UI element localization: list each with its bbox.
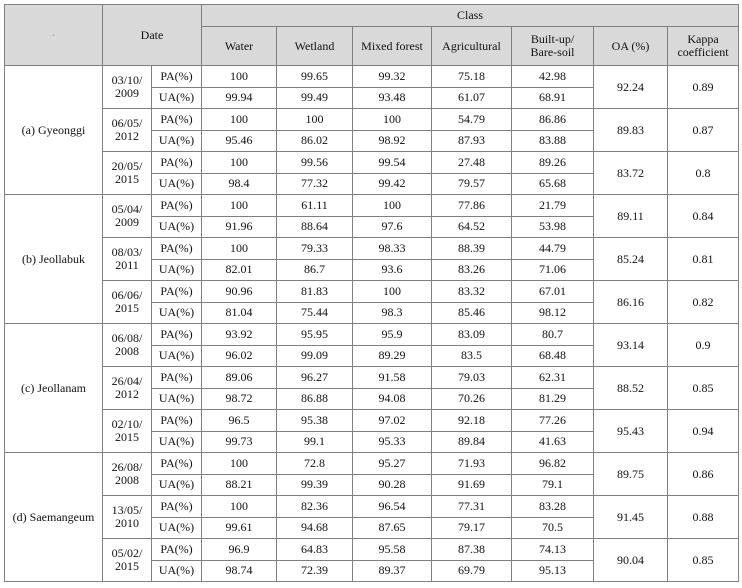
accuracy-table: [4, 4, 739, 582]
ua-agricultural-value: 89.84: [432, 431, 512, 453]
oa-value: 86.16: [594, 281, 668, 324]
pa-water-value: 100: [202, 238, 277, 260]
region-gyeonggi: (a) Gyeonggi: [5, 66, 103, 195]
pa-wetland-value: 95.38: [277, 410, 353, 432]
header-water: Water: [202, 27, 277, 66]
pa-built-up-value: 77.26: [512, 410, 594, 432]
table-row: [5, 281, 739, 303]
ua-wetland-value: 86.02: [277, 130, 353, 152]
ua-agricultural-value: 61.07: [432, 87, 512, 109]
ua-wetland-value: 99.39: [277, 474, 353, 496]
pa-built-up-value: 89.26: [512, 152, 594, 174]
pa-mixed-forest-value: 97.02: [353, 410, 432, 432]
ua-label: UA(%): [152, 259, 202, 281]
pa-built-up-value: 21.79: [512, 195, 594, 217]
pa-agricultural-value: 83.09: [432, 324, 512, 346]
ua-label: UA(%): [152, 173, 202, 195]
ua-mixed-forest-value: 90.28: [353, 474, 432, 496]
ua-mixed-forest-value: 94.08: [353, 388, 432, 410]
ua-built-up-value: 98.12: [512, 302, 594, 324]
ua-built-up-value: 71.06: [512, 259, 594, 281]
region-saemangeum: (d) Saemangeum: [5, 453, 103, 582]
table-row: [5, 410, 739, 432]
ua-agricultural-value: 83.26: [432, 259, 512, 281]
pa-built-up-value: 62.31: [512, 367, 594, 389]
table-row: [5, 496, 739, 518]
pa-built-up-value: 74.13: [512, 539, 594, 561]
pa-agricultural-value: 88.39: [432, 238, 512, 260]
pa-wetland-value: 100: [277, 109, 353, 131]
header-row-class: [5, 5, 739, 27]
header-wetland: Wetland: [277, 27, 353, 66]
date-cell: 05/04/ 2009: [103, 195, 152, 238]
date-cell: 26/08/ 2008: [103, 453, 152, 496]
ua-wetland-value: 99.1: [277, 431, 353, 453]
pa-wetland-value: 72.8: [277, 453, 353, 475]
ua-mixed-forest-value: 97.6: [353, 216, 432, 238]
region-jeollanam: (c) Jeollanam: [5, 324, 103, 453]
pa-built-up-value: 86.86: [512, 109, 594, 131]
header-agricultural: Agricultural: [432, 27, 512, 66]
oa-value: 89.75: [594, 453, 668, 496]
table-row: [5, 152, 739, 174]
date-cell: 20/05/ 2015: [103, 152, 152, 195]
ua-label: UA(%): [152, 130, 202, 152]
table-row: [5, 324, 739, 346]
date-cell: 08/03/ 2011: [103, 238, 152, 281]
pa-agricultural-value: 77.86: [432, 195, 512, 217]
pa-water-value: 89.06: [202, 367, 277, 389]
pa-mixed-forest-value: 100: [353, 281, 432, 303]
kappa-value: 0.94: [668, 410, 739, 453]
pa-mixed-forest-value: 99.32: [353, 66, 432, 88]
pa-water-value: 100: [202, 152, 277, 174]
pa-built-up-value: 44.79: [512, 238, 594, 260]
pa-label: PA(%): [152, 109, 202, 131]
ua-mixed-forest-value: 99.42: [353, 173, 432, 195]
pa-wetland-value: 79.33: [277, 238, 353, 260]
date-cell: 26/04/ 2012: [103, 367, 152, 410]
oa-value: 83.72: [594, 152, 668, 195]
pa-mixed-forest-value: 95.58: [353, 539, 432, 561]
header-oa: OA (%): [594, 27, 668, 66]
pa-mixed-forest-value: 100: [353, 109, 432, 131]
ua-wetland-value: 75.44: [277, 302, 353, 324]
ua-agricultural-value: 69.79: [432, 560, 512, 582]
oa-value: 90.04: [594, 539, 668, 582]
table-row: [5, 109, 739, 131]
pa-label: PA(%): [152, 238, 202, 260]
pa-built-up-value: 42.98: [512, 66, 594, 88]
date-cell: 13/05/ 2010: [103, 496, 152, 539]
pa-wetland-value: 82.36: [277, 496, 353, 518]
ua-water-value: 99.73: [202, 431, 277, 453]
pa-wetland-value: 96.27: [277, 367, 353, 389]
ua-label: UA(%): [152, 388, 202, 410]
pa-mixed-forest-value: 91.58: [353, 367, 432, 389]
kappa-value: 0.8: [668, 152, 739, 195]
pa-built-up-value: 83.28: [512, 496, 594, 518]
pa-label: PA(%): [152, 539, 202, 561]
pa-wetland-value: 81.83: [277, 281, 353, 303]
pa-mixed-forest-value: 99.54: [353, 152, 432, 174]
pa-water-value: 93.92: [202, 324, 277, 346]
pa-wetland-value: 99.56: [277, 152, 353, 174]
oa-value: 85.24: [594, 238, 668, 281]
pa-agricultural-value: 54.79: [432, 109, 512, 131]
ua-label: UA(%): [152, 560, 202, 582]
pa-water-value: 100: [202, 109, 277, 131]
oa-value: 88.52: [594, 367, 668, 410]
ua-mixed-forest-value: 93.48: [353, 87, 432, 109]
ua-mixed-forest-value: 98.92: [353, 130, 432, 152]
kappa-value: 0.85: [668, 539, 739, 582]
kappa-value: 0.85: [668, 367, 739, 410]
pa-built-up-value: 67.01: [512, 281, 594, 303]
ua-water-value: 98.72: [202, 388, 277, 410]
ua-built-up-value: 81.29: [512, 388, 594, 410]
pa-built-up-value: 80.7: [512, 324, 594, 346]
ua-wetland-value: 99.09: [277, 345, 353, 367]
pa-label: PA(%): [152, 496, 202, 518]
ua-label: UA(%): [152, 474, 202, 496]
pa-label: PA(%): [152, 410, 202, 432]
pa-label: PA(%): [152, 152, 202, 174]
table-row: [5, 66, 739, 88]
ua-agricultural-value: 79.17: [432, 517, 512, 539]
ua-built-up-value: 95.13: [512, 560, 594, 582]
pa-water-value: 100: [202, 66, 277, 88]
ua-label: UA(%): [152, 517, 202, 539]
pa-agricultural-value: 77.31: [432, 496, 512, 518]
ua-water-value: 81.04: [202, 302, 277, 324]
pa-mixed-forest-value: 95.9: [353, 324, 432, 346]
ua-built-up-value: 41.63: [512, 431, 594, 453]
pa-built-up-value: 96.82: [512, 453, 594, 475]
oa-value: 91.45: [594, 496, 668, 539]
header-class: Class: [202, 5, 739, 27]
pa-label: PA(%): [152, 195, 202, 217]
pa-label: PA(%): [152, 66, 202, 88]
table-row: [5, 195, 739, 217]
ua-label: UA(%): [152, 302, 202, 324]
header-corner: ·: [5, 5, 103, 66]
date-cell: 06/08/ 2008: [103, 324, 152, 367]
ua-water-value: 99.61: [202, 517, 277, 539]
kappa-value: 0.82: [668, 281, 739, 324]
ua-wetland-value: 86.7: [277, 259, 353, 281]
ua-water-value: 91.96: [202, 216, 277, 238]
date-cell: 02/10/ 2015: [103, 410, 152, 453]
date-cell: 05/02/ 2015: [103, 539, 152, 582]
ua-agricultural-value: 87.93: [432, 130, 512, 152]
kappa-value: 0.86: [668, 453, 739, 496]
header-built-up: Built-up/ Bare-soil: [512, 27, 594, 66]
ua-built-up-value: 68.91: [512, 87, 594, 109]
kappa-value: 0.89: [668, 66, 739, 109]
pa-agricultural-value: 83.32: [432, 281, 512, 303]
ua-wetland-value: 88.64: [277, 216, 353, 238]
pa-label: PA(%): [152, 453, 202, 475]
ua-mixed-forest-value: 89.29: [353, 345, 432, 367]
pa-mixed-forest-value: 95.27: [353, 453, 432, 475]
ua-agricultural-value: 70.26: [432, 388, 512, 410]
ua-wetland-value: 94.68: [277, 517, 353, 539]
ua-agricultural-value: 85.46: [432, 302, 512, 324]
pa-agricultural-value: 87.38: [432, 539, 512, 561]
pa-water-value: 96.9: [202, 539, 277, 561]
pa-agricultural-value: 79.03: [432, 367, 512, 389]
ua-mixed-forest-value: 89.37: [353, 560, 432, 582]
table-row: [5, 367, 739, 389]
pa-wetland-value: 99.65: [277, 66, 353, 88]
ua-mixed-forest-value: 98.3: [353, 302, 432, 324]
region-jeollabuk: (b) Jeollabuk: [5, 195, 103, 324]
ua-wetland-value: 86.88: [277, 388, 353, 410]
pa-agricultural-value: 71.93: [432, 453, 512, 475]
date-cell: 03/10/ 2009: [103, 66, 152, 109]
ua-mixed-forest-value: 87.65: [353, 517, 432, 539]
ua-built-up-value: 68.48: [512, 345, 594, 367]
ua-label: UA(%): [152, 87, 202, 109]
ua-agricultural-value: 64.52: [432, 216, 512, 238]
ua-built-up-value: 79.1: [512, 474, 594, 496]
pa-agricultural-value: 27.48: [432, 152, 512, 174]
pa-wetland-value: 64.83: [277, 539, 353, 561]
table-row: [5, 453, 739, 475]
pa-wetland-value: 61.11: [277, 195, 353, 217]
kappa-value: 0.87: [668, 109, 739, 152]
table-body: [5, 66, 739, 582]
oa-value: 89.11: [594, 195, 668, 238]
pa-label: PA(%): [152, 281, 202, 303]
ua-agricultural-value: 83.5: [432, 345, 512, 367]
ua-water-value: 98.74: [202, 560, 277, 582]
ua-water-value: 99.94: [202, 87, 277, 109]
kappa-value: 0.84: [668, 195, 739, 238]
header-date: Date: [103, 5, 202, 66]
oa-value: 89.83: [594, 109, 668, 152]
ua-water-value: 95.46: [202, 130, 277, 152]
ua-wetland-value: 72.39: [277, 560, 353, 582]
kappa-value: 0.81: [668, 238, 739, 281]
ua-built-up-value: 65.68: [512, 173, 594, 195]
pa-water-value: 100: [202, 496, 277, 518]
ua-water-value: 96.02: [202, 345, 277, 367]
header-mixed-forest: Mixed forest: [353, 27, 432, 66]
ua-agricultural-value: 91.69: [432, 474, 512, 496]
ua-label: UA(%): [152, 216, 202, 238]
ua-built-up-value: 83.88: [512, 130, 594, 152]
pa-mixed-forest-value: 96.54: [353, 496, 432, 518]
date-cell: 06/05/ 2012: [103, 109, 152, 152]
header-kappa: Kappa coefficient: [668, 27, 739, 66]
pa-water-value: 96.5: [202, 410, 277, 432]
pa-label: PA(%): [152, 324, 202, 346]
ua-wetland-value: 77.32: [277, 173, 353, 195]
ua-water-value: 82.01: [202, 259, 277, 281]
table-row: [5, 539, 739, 561]
pa-mixed-forest-value: 100: [353, 195, 432, 217]
pa-water-value: 90.96: [202, 281, 277, 303]
pa-mixed-forest-value: 98.33: [353, 238, 432, 260]
ua-mixed-forest-value: 93.6: [353, 259, 432, 281]
pa-water-value: 100: [202, 195, 277, 217]
ua-wetland-value: 99.49: [277, 87, 353, 109]
pa-water-value: 100: [202, 453, 277, 475]
pa-agricultural-value: 75.18: [432, 66, 512, 88]
oa-value: 93.14: [594, 324, 668, 367]
date-cell: 06/06/ 2015: [103, 281, 152, 324]
table-row: [5, 238, 739, 260]
pa-agricultural-value: 92.18: [432, 410, 512, 432]
ua-label: UA(%): [152, 345, 202, 367]
ua-water-value: 98.4: [202, 173, 277, 195]
ua-agricultural-value: 79.57: [432, 173, 512, 195]
ua-built-up-value: 70.5: [512, 517, 594, 539]
oa-value: 95.43: [594, 410, 668, 453]
kappa-value: 0.88: [668, 496, 739, 539]
oa-value: 92.24: [594, 66, 668, 109]
ua-built-up-value: 53.98: [512, 216, 594, 238]
kappa-value: 0.9: [668, 324, 739, 367]
ua-water-value: 88.21: [202, 474, 277, 496]
pa-label: PA(%): [152, 367, 202, 389]
ua-mixed-forest-value: 95.33: [353, 431, 432, 453]
ua-label: UA(%): [152, 431, 202, 453]
pa-wetland-value: 95.95: [277, 324, 353, 346]
